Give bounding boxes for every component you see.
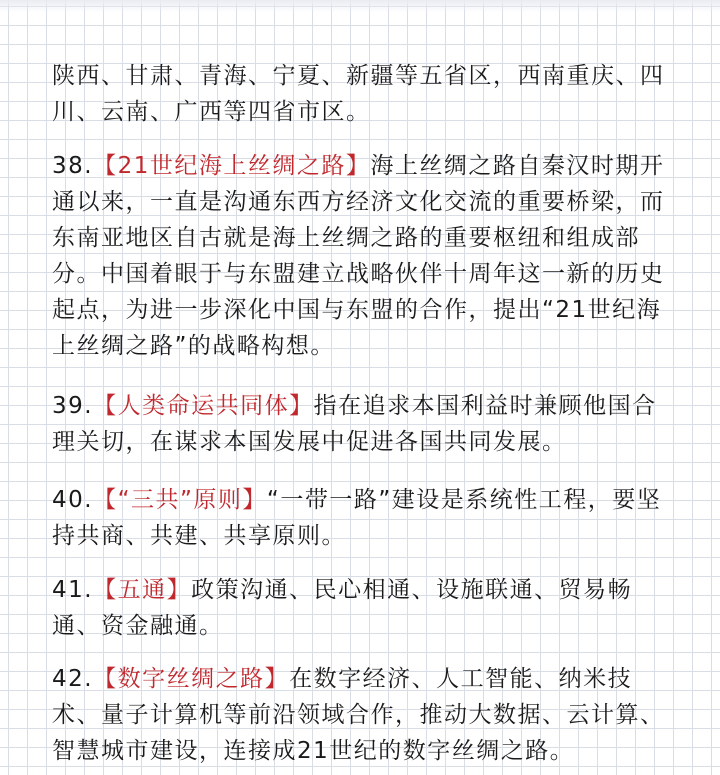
intro-paragraph <box>52 58 677 130</box>
entry-term: 【五通】 <box>93 577 192 603</box>
entry-41 <box>52 572 677 644</box>
entry-term: 【数字丝绸之路】 <box>93 666 290 692</box>
entry-term: 【“三共”原则】 <box>93 487 267 513</box>
entry-number: 41. <box>52 577 94 603</box>
entry-number: 38. <box>52 153 94 179</box>
entry-text: 海上丝绸之路自秦汉时期开通以来，一直是沟通东西方经济文化交流的重要桥梁，而东南亚地区自古就是海上丝绸之路的重要枢纽和组成部分。中国着眼于与东盟建立战略伙伴十周年这一新的历史起点，为进一步深化中国与东盟的合作，提出“21世纪海上丝绸之路”的战略构想。 <box>52 153 665 359</box>
entry-39 <box>52 388 677 460</box>
entry-number: 40. <box>52 487 94 513</box>
entry-term: 【21世纪海上丝绸之路】 <box>93 153 371 179</box>
entry-text: “一带一路”建设是系统性工程，要坚持共商、共建、共享原则。 <box>52 487 662 549</box>
entry-40 <box>52 482 677 554</box>
entry-42 <box>52 661 677 769</box>
entry-text: 政策沟通、民心相通、设施联通、贸易畅通、资金融通。 <box>52 577 633 639</box>
entry-38 <box>52 148 677 364</box>
entry-text: 指在追求本国利益时兼顾他国合理关切，在谋求本国发展中促进各国共同发展。 <box>52 393 657 455</box>
entry-number: 39. <box>52 393 94 419</box>
intro-text: 陕西、甘肃、青海、宁夏、新疆等五省区，西南重庆、四川、云南、广西等四省市区。 <box>52 63 665 125</box>
entry-term: 【人类命运共同体】 <box>93 393 314 419</box>
page-top-edge <box>0 0 720 12</box>
entry-text: 在数字经济、人工智能、纳米技术、量子计算机等前沿领域合作，推动大数据、云计算、智慧城市建设，连接成21世纪的数字丝绸之路。 <box>52 666 665 764</box>
entry-number: 42. <box>52 666 94 692</box>
